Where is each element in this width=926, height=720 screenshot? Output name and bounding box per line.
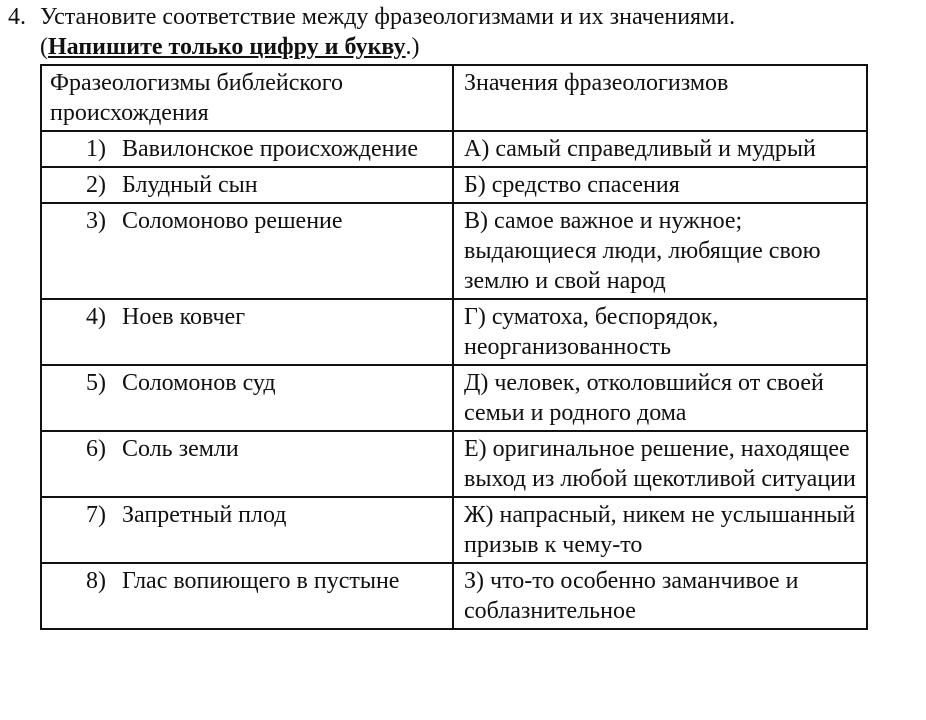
phrase-text: Соломонов суд: [122, 370, 276, 396]
table-row: [41, 365, 867, 431]
meaning-cell: Ж) напрасный, никем не услышанный призыв к чему-то: [453, 497, 867, 563]
meaning-cell: А) самый справедливый и мудрый: [453, 131, 867, 167]
table-header-row: [41, 65, 867, 131]
task-line-1: [8, 2, 735, 32]
phrase-number: 6): [86, 436, 106, 462]
phrase-text: Блудный сын: [122, 172, 258, 198]
task-statement: [8, 2, 735, 62]
task-note: [8, 32, 735, 62]
table-row: [41, 497, 867, 563]
phrase-text: Запретный плод: [122, 502, 287, 528]
meaning-cell: Е) оригинальное решение, находящее выход из любой щекотливой ситуации: [453, 431, 867, 497]
phrase-text: Ноев ковчег: [122, 304, 246, 330]
matching-table: [40, 64, 868, 630]
phrase-number: 3): [86, 208, 106, 234]
table-row: [41, 299, 867, 365]
meaning-cell: В) самое важное и нужное; выдающиеся люди, любящие свою землю и свой народ: [453, 203, 867, 299]
phrase-cell: [41, 167, 453, 203]
table-row: [41, 563, 867, 629]
phrase-number: 5): [86, 370, 106, 396]
phrase-text: Соль земли: [122, 436, 239, 462]
phrase-cell: [41, 431, 453, 497]
phrase-number: 1): [86, 136, 106, 162]
meaning-cell: Б) средство спасения: [453, 167, 867, 203]
table-row: [41, 203, 867, 299]
phrase-cell: [41, 203, 453, 299]
table-row: [41, 131, 867, 167]
header-left: Фразеологизмы библейского происхождения: [41, 65, 453, 131]
phrase-number: 4): [86, 304, 106, 330]
meaning-cell: Д) человек, отколовшийся от своей семьи и родного дома: [453, 365, 867, 431]
task-text: Установите соответствие между фразеологизмами и их значениями.: [40, 4, 736, 30]
task-number: 4.: [8, 4, 26, 30]
phrase-number: 7): [86, 502, 106, 528]
header-right: Значения фразеологизмов: [453, 65, 867, 131]
task-note-close: .): [405, 34, 420, 60]
phrase-text: Глас вопиющего в пустыне: [122, 568, 400, 594]
task-note-strong: Напишите только цифру и букву: [48, 34, 406, 60]
phrase-number: 8): [86, 568, 106, 594]
phrase-cell: [41, 299, 453, 365]
table-row: [41, 167, 867, 203]
phrase-cell: [41, 497, 453, 563]
phrase-cell: [41, 563, 453, 629]
phrase-text: Соломоново решение: [122, 208, 343, 234]
meaning-cell: Г) суматоха, беспорядок, неорганизованность: [453, 299, 867, 365]
table-row: [41, 431, 867, 497]
meaning-cell: З) что-то особенно заманчивое и соблазнительное: [453, 563, 867, 629]
task-note-open: (: [40, 34, 48, 60]
phrase-text: Вавилонское происхождение: [122, 136, 418, 162]
phrase-cell: [41, 131, 453, 167]
phrase-cell: [41, 365, 453, 431]
phrase-number: 2): [86, 172, 106, 198]
